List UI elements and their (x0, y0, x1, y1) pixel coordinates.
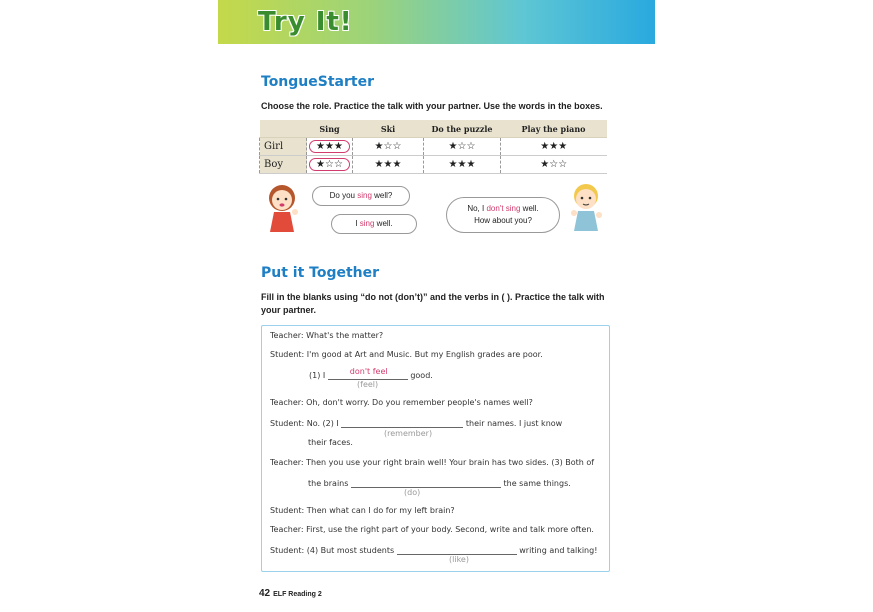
instruction-1: Choose the role. Practice the talk with your partner. Use the words in the boxes. (261, 101, 603, 111)
dialogue-line: (1) I don't feel good. (309, 367, 433, 380)
page-number: 42 (259, 588, 271, 599)
cell-girl-ski: ★☆☆ (353, 138, 424, 156)
blank-1-answer: don't feel (349, 367, 388, 376)
blank-2[interactable] (341, 417, 463, 428)
book-title: ELF Reading 2 (273, 591, 322, 598)
cell-boy-sing (307, 156, 353, 174)
page-footer (259, 588, 322, 599)
rating-table (259, 120, 607, 174)
dialogue-line: Student: No. (2) I their names. I just know (270, 419, 563, 428)
cell-girl-sing (307, 138, 353, 156)
boy-illustration (566, 181, 606, 233)
hint-3: (do) (404, 488, 421, 497)
circled-stars: ★★★ (309, 140, 350, 153)
table-row (260, 138, 607, 156)
cell-boy-piano: ★☆☆ (501, 156, 607, 174)
hint-2: (remember) (384, 429, 433, 438)
dialogue-line: Teacher: What's the matter? (270, 331, 384, 340)
col-header-ski: Ski (353, 120, 424, 138)
blank-1[interactable] (328, 369, 408, 380)
section-title-tongue-starter: TongueStarter (261, 74, 374, 90)
dialogue-line: Student: Then what can I do for my left brain? (270, 506, 455, 515)
dialogue-line: Teacher: Oh, don't worry. Do you remember people's names well? (270, 398, 533, 407)
circled-stars: ★☆☆ (309, 158, 350, 171)
header-banner (218, 0, 655, 44)
hint-4: (like) (449, 555, 469, 564)
table-row (260, 156, 607, 174)
table-header-row (260, 120, 607, 138)
girl-illustration (262, 182, 302, 234)
cell-girl-piano: ★★★ (501, 138, 607, 156)
dialogue-line: Teacher: First, use the right part of your body. Second, write and talk more often. (270, 525, 594, 534)
col-header-piano: Play the piano (501, 120, 607, 138)
col-header-sing: Sing (307, 120, 353, 138)
col-header-puzzle: Do the puzzle (424, 120, 501, 138)
page-title: Try It! (258, 7, 353, 37)
blank-4[interactable] (397, 544, 517, 555)
speech-bubble-question: Do you sing well? (312, 186, 410, 206)
dialogue-line: Teacher: Then you use your right brain well! Your brain has two sides. (3) Both of (270, 458, 595, 467)
cell-boy-puzzle: ★★★ (424, 156, 501, 174)
dialogue-line: Student: I'm good at Art and Music. But my English grades are poor. (270, 350, 543, 359)
dialogue-line: their faces. (308, 438, 353, 447)
dialogue-box (261, 325, 610, 572)
speech-bubble-answer-girl: I sing well. (331, 214, 417, 234)
row-label-girl: Girl (260, 138, 307, 156)
hint-1: (feel) (357, 380, 379, 389)
instruction-2: Fill in the blanks using “do not (don’t)” and the verbs in ( ). Practice the talk with your partner. (261, 292, 605, 315)
cell-boy-ski: ★★★ (353, 156, 424, 174)
corner-cell (260, 120, 307, 138)
cell-girl-puzzle: ★☆☆ (424, 138, 501, 156)
blank-3[interactable] (351, 477, 501, 488)
dialogue-line: the brains the same things. (308, 479, 571, 488)
speech-bubble-answer-boy: No, I don't sing well. How about you? (446, 197, 560, 233)
row-label-boy: Boy (260, 156, 307, 174)
dialogue-line: Student: (4) But most students writing and talking! (270, 546, 598, 555)
section-title-put-it-together: Put it Together (261, 265, 380, 281)
